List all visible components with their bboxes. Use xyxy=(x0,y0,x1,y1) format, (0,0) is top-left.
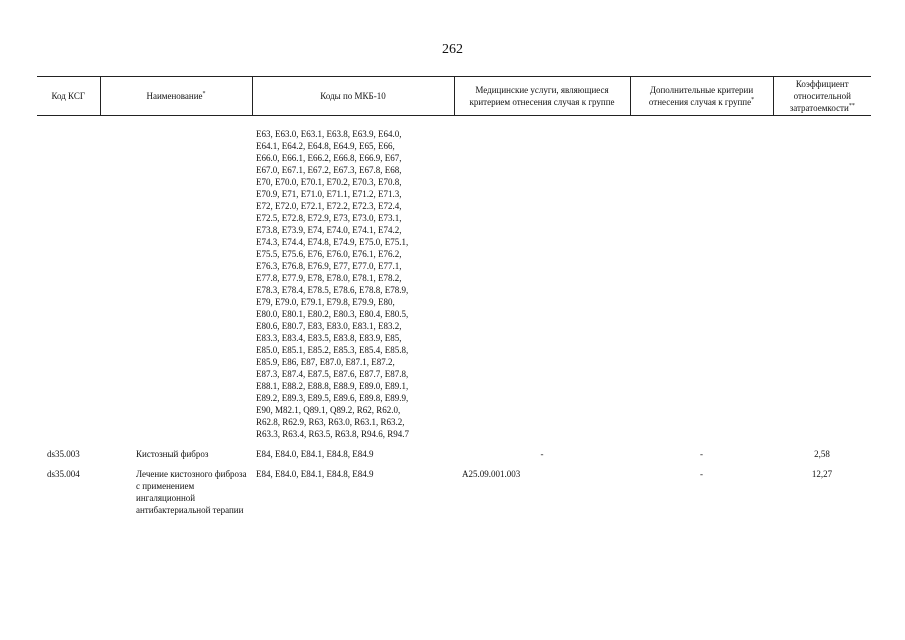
header-ksg-code: Код КСГ xyxy=(37,77,100,116)
ksg-table-container xyxy=(37,76,871,518)
row-ksg-code: ds35.004 xyxy=(47,469,80,479)
row-ksg-code: ds35.003 xyxy=(47,449,80,459)
table-header-row xyxy=(37,77,871,116)
table-row xyxy=(37,462,871,518)
table-row-continuation xyxy=(37,128,871,440)
table-row xyxy=(37,440,871,462)
header-additional-criteria: Дополнительные критерии отнесения случая к группе* xyxy=(630,77,773,116)
row-cost-coefficient: 2,58 xyxy=(814,449,830,459)
header-cost-coefficient: Коэффициент относительной затратоемкости** xyxy=(773,77,871,116)
row-mkb-codes: E84, E84.0, E84.1, E84.8, E84.9 xyxy=(256,469,374,479)
row-medical-services: A25.09.001.003 xyxy=(462,469,521,479)
header-mkb-codes: Коды по МКБ-10 xyxy=(252,77,454,116)
row-additional-criteria: - xyxy=(700,449,703,459)
ksg-table xyxy=(37,76,871,518)
page-number: 262 xyxy=(442,42,463,57)
header-medical-services: Медицинские услуги, являющиеся критерием отнесения случая к группе xyxy=(454,77,630,116)
row-name: Кистозный фиброз xyxy=(136,449,209,459)
row-cost-coefficient: 12,27 xyxy=(811,469,833,479)
header-name: Наименование* xyxy=(100,77,252,116)
row-medical-services: - xyxy=(540,449,544,459)
row-mkb-codes: E84, E84.0, E84.1, E84.8, E84.9 xyxy=(256,449,374,459)
row-additional-criteria: - xyxy=(700,469,703,479)
table-spacer-row xyxy=(37,116,871,129)
row-name: Лечение кистозного фиброза с применением ингаляционной антибактериальной терапии xyxy=(136,469,247,515)
continuation-mkb-codes: E63, E63.0, E63.1, E63.8, E63.9, E64.0, E64.1, E64.2, E64.8, E64.9, E65, E66, E66.0, E66.1, E66.2, E66.8, E66.9, E67, E67.0, E67.1, E67.2, E67.3, E67.8, E68, E70, E70.0, E70.1, E70.2, E70.3, E70.8, E70.9, E71, E71.0, E71.1, E71.2, E71.3, E72, E72.0, E72.1, E72.2, E72.3, E72.4, E72.5, E72.8, E72.9, E73, E73.0, E73.1, E73.8, E73.9, E74, E74.0, E74.1, E74.2, E74.3, E74.4, E74.8, E74.9, E75.0, E75.1, E75.5, E75.6, E76, E76.0, E76.1, E76.2, E76.3, E76.8, E76.9, E77, E77.0, E77.1, E77.8, E77.9, E78, E78.0, E78.1, E78.2, E78.3, E78.4, E78.5, E78.6, E78.8, E78.9, E79, E79.0, E79.1, E79.8, E79.9, E80, E80.0, E80.1, E80.2, E80.3, E80.4, E80.5, E80.6, E80.7, E83, E83.0, E83.1, E83.2, E83.3, E83.4, E83.5, E83.8, E83.9, E85, E85.0, E85.1, E85.2, E85.3, E85.4, E85.8, E85.9, E86, E87, E87.0, E87.1, E87.2, E87.3, E87.4, E87.5, E87.6, E87.7, E87.8, E88.1, E88.2, E88.8, E88.9, E89.0, E89.1, E89.2, E89.3, E89.5, E89.6, E89.8, E89.9, E90, M82.1, Q89.1, Q89.2, R62, R62.0, R62.8, R62.9, R63, R63.0, R63.1, R63.2, R63.3, R63.4, R63.5, R63.8, R94.6, R94.7 xyxy=(256,129,410,439)
